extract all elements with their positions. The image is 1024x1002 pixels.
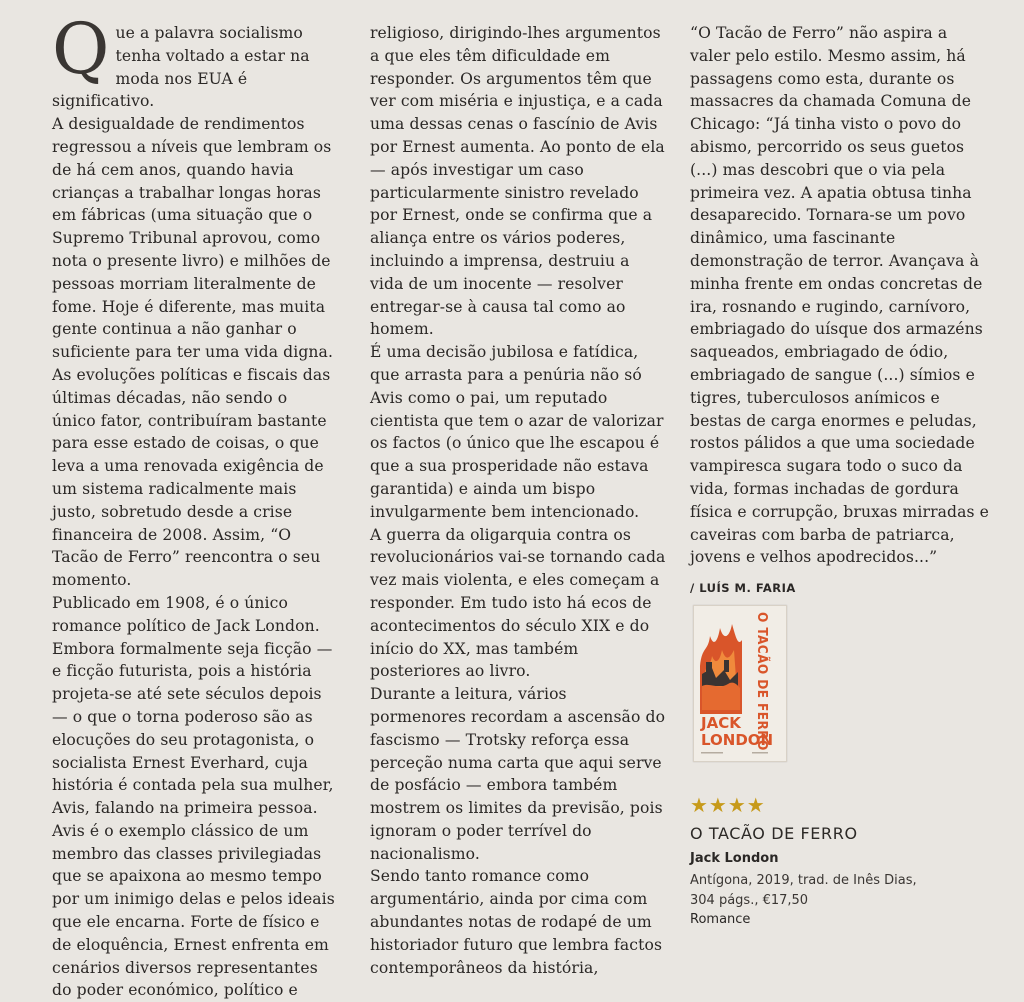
paragraph: A guerra da oligarquia contra os revolucionários vai-se tornando cada vez mais violenta, e eles começam a responder. Em tudo isto há ecos de acontecimentos do século XIX e do início do XX, mas também posteriores ao livro. bbox=[370, 525, 666, 681]
paragraph: Publicado em 1908, é o único romance político de Jack London. Embora formalmente seja ficção — e ficção futurista, pois a história projeta-se até sete séculos depois — o que o torna poderoso são as elocuções do seu protagonista, o socialista Ernest Everhard, cuja história é contada pela sua mulher, Avis, falando na primeira pessoa. bbox=[52, 593, 334, 818]
article-column-3 bbox=[690, 22, 990, 600]
book-genre: Romance bbox=[690, 912, 751, 927]
paragraph: Durante a leitura, vários pormenores recordam a ascensão do fascismo — Trotsky reforça essa perceção numa carta que aqui serve de posfácio — embora também mostrem os limites da previsão, pois ignoram o poder terrível do nacionalismo. bbox=[370, 685, 666, 863]
paragraph: Sendo tanto romance como argumentário, ainda por cima com abundantes notas de rodapé de um historiador futuro que lembra factos contemporâneos da história, bbox=[370, 867, 663, 977]
paragraph: As evoluções políticas e fiscais das últimas décadas, não sendo o único fator, contribuíram bastante para esse estado de coisas, o que leva a uma renovada exigência de um sistema radicalmente mais justo, sobretudo desde a crise financeira de 2008. Assim, “O Tacão de Ferro” reencontra o seu momento. bbox=[52, 365, 331, 590]
paragraph: Avis é o exemplo clássico de um membro das classes privilegiadas que se apaixona ao mesmo tempo por um inimigo delas e pelos ideais que ele encarna. Forte de físico e de eloquência, Ernest enfrenta em cenários diversos representantes do poder económico, político e bbox=[52, 821, 335, 1000]
cover-title: O TACÃO DE FERRO bbox=[754, 612, 770, 751]
paragraph: A desigualdade de rendimentos regressou a níveis que lembram os de há cem anos, quando havia crianças a trabalhar longas horas em fábricas (uma situação que o Supremo Tribunal aprovou, como nota o presente livro) e milhões de pessoas morriam literalmente de fome. Hoje é diferente, mas muita gente continua a não ganhar o suficiente para ter uma vida digna. bbox=[52, 115, 334, 362]
paragraph: “O Tacão de Ferro” não aspira a valer pelo estilo. Mesmo assim, há passagens como esta, durante os massacres da chamada Comuna de Chicago: “Já tinha visto o povo do abismo, percorrido os seus guetos (...) mas descobri que o via pela primeira vez. A apatia obtusa tinha desaparecido. Tornara-se um povo dinâmico, uma fascinante demonstração de terror. Avançava à minha frente em ondas concretas de ira, rosnando e rugindo, carnívoro, embriagado do uísque dos armazéns saqueados, embriagado de ódio, embriagado de sangue (...) símios e tigres, tuberculosos anímicos e bestas de carga enormes e peludas, rostos pálidos a que uma sociedade vampiresca sugara todo o suco da vida, formas inchadas de gordura física e corrupção, bruxas mirradas e caveiras com barba de patriarca, jovens e velhos apodrecidos...” bbox=[690, 24, 989, 567]
book-title: O TACÃO DE FERRO bbox=[690, 824, 858, 843]
book-publication-info: Antígona, 2019, trad. de Inês Dias, 304 págs., €17,50 bbox=[690, 873, 917, 908]
book-cover-art bbox=[694, 606, 786, 761]
book-author: Jack London bbox=[690, 851, 779, 866]
drop-cap: Q bbox=[52, 8, 110, 90]
article-column-2 bbox=[370, 22, 667, 979]
author-signature: / LUÍS M. FARIA bbox=[690, 581, 796, 596]
cover-author-line1: JACK bbox=[701, 714, 741, 732]
rating-stars: ★★★★ bbox=[690, 793, 766, 817]
paragraph: É uma decisão jubilosa e fatídica, que arrasta para a penúria não só Avis como o pai, um reputado cientista que tem o azar de valorizar os factos (o único que lhe escapou é que a sua prosperidade não estava garantida) e ainda um bispo invulgarmente bem intencionado. bbox=[370, 343, 664, 521]
paragraph: Que a palavra socialismo tenha voltado a estar na moda nos EUA é significativo. bbox=[52, 8, 310, 111]
article-column-1 bbox=[52, 8, 335, 1002]
cover-author-line2: LONDON bbox=[701, 731, 774, 749]
paragraph: religioso, dirigindo-lhes argumentos a que eles têm dificuldade em responder. Os argumentos têm que ver com miséria e injustiça, e a cada uma dessas cenas o fascínio de Avis por Ernest aumenta. Ao ponto de ela — após investigar um caso particularmente sinistro revelado por Ernest, onde se confirma que a aliança entre os vários poderes, incluindo a imprensa, destruiu a vida de um inocente — resolver entregar-se à causa tal como ao homem. bbox=[370, 24, 665, 339]
book-cover bbox=[693, 605, 787, 762]
